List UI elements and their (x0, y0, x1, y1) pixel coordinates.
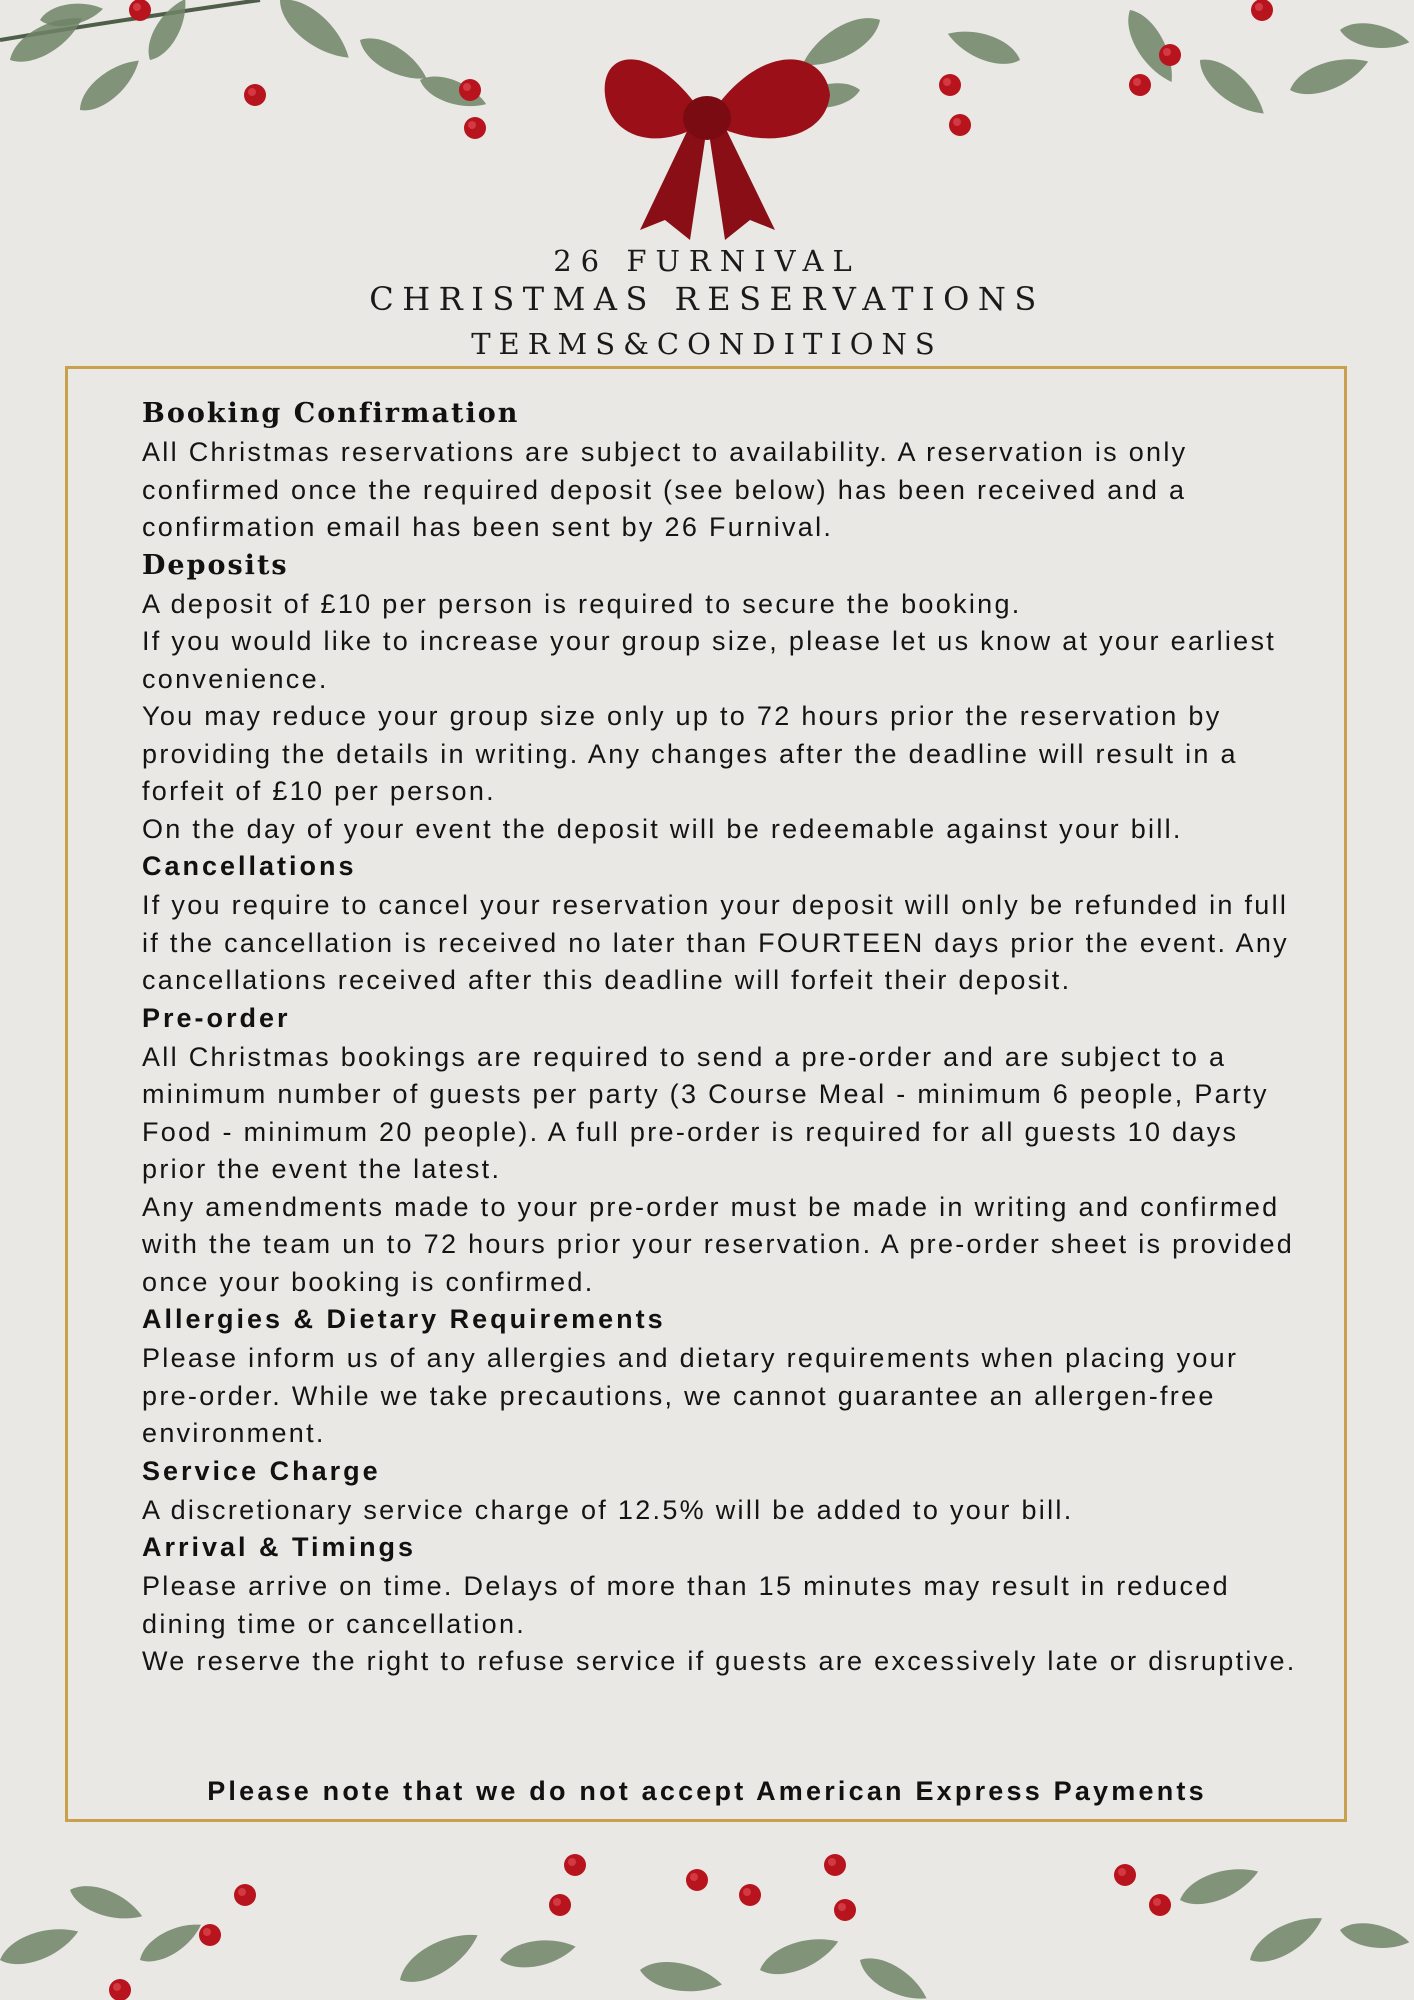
holly-leaves-icon (0, 0, 490, 120)
terms-content (142, 395, 1302, 1681)
section-heading: Deposits (142, 549, 289, 581)
payment-note: Please note that we do not accept American Express Payments (207, 1776, 1207, 1806)
section-paragraph: Any amendments made to your pre-order must be made in writing and confirmed with the team un to 72 hours prior your reservation. A pre-order sheet is provided once your booking is confirmed. (142, 1191, 1295, 1297)
section-arrival-timings (142, 1531, 1302, 1681)
section-heading: Cancellations (142, 851, 357, 881)
section-heading: Allergies & Dietary Requirements (142, 1304, 666, 1334)
section-paragraph: If you require to cancel your reservation your deposit will only be refunded in full if the cancellation is received no later than FOURTEEN days prior the event. Any cancellations received after this deadline will forfeit their deposit. (142, 890, 1289, 995)
holly-leaves-icon (789, 3, 1412, 124)
top-foliage-decoration (0, 0, 1414, 250)
section-allergies (142, 1303, 1302, 1453)
section-paragraph: You may reduce your group size only up to 72 hours prior the reservation by providing the details in writing. Any changes after the deadline will result in a forfeit of £10 per person. (142, 701, 1238, 806)
ribbon-bow-icon (605, 59, 830, 240)
section-cancellations (142, 850, 1302, 1000)
section-heading: Service Charge (142, 1455, 381, 1486)
section-paragraph: If you would like to increase your group size, please let us know at your earliest convenience. (142, 626, 1277, 694)
section-heading: Booking Confirmation (142, 398, 520, 429)
page-subtitle: TERMS&CONDITIONS (471, 327, 943, 361)
section-paragraph: Please inform us of any allergies and dietary requirements when placing your pre-order. While we take precautions, we cannot guarantee an allergen-free environment. (142, 1343, 1239, 1448)
red-berries-icon (129, 0, 486, 139)
section-paragraph: All Christmas reservations are subject to availability. A reservation is only confirmed once the required deposit (see below) has been received and a confirmation email has been sent by 26 Furnival. (142, 437, 1188, 542)
holly-leaves-icon (0, 1859, 1411, 2000)
section-deposits (142, 549, 1302, 849)
section-heading: Arrival & Timings (142, 1532, 417, 1562)
section-paragraph: A deposit of £10 per person is required to secure the booking. (142, 588, 1022, 619)
section-paragraph: We reserve the right to refuse service if guests are excessively late or disruptive. (142, 1646, 1297, 1676)
section-paragraph: A discretionary service charge of 12.5% will be added to your bill. (142, 1494, 1074, 1525)
section-service-charge (142, 1455, 1302, 1530)
section-paragraph: On the day of your event the deposit will be redeemable against your bill. (142, 813, 1183, 844)
page-title: CHRISTMAS RESERVATIONS (369, 280, 1045, 318)
brand-name: 26 FURNIVAL (553, 244, 861, 278)
section-paragraph: Please arrive on time. Delays of more than 15 minutes may result in reduced dining time or cancellation. (142, 1571, 1230, 1639)
section-pre-order (142, 1002, 1302, 1302)
red-berries-icon (109, 1854, 1171, 2000)
section-heading: Pre-order (142, 1002, 291, 1033)
bottom-foliage-decoration (0, 1850, 1414, 2000)
section-booking-confirmation (142, 397, 1302, 547)
red-berries-icon (939, 0, 1273, 136)
section-paragraph: All Christmas bookings are required to send a pre-order and are subject to a minimum number of guests per party (3 Course Meal - minimum 6 people, Party Food - minimum 20 people). A full pre-order is required for all guests 10 days prior the event the latest. (142, 1041, 1269, 1184)
